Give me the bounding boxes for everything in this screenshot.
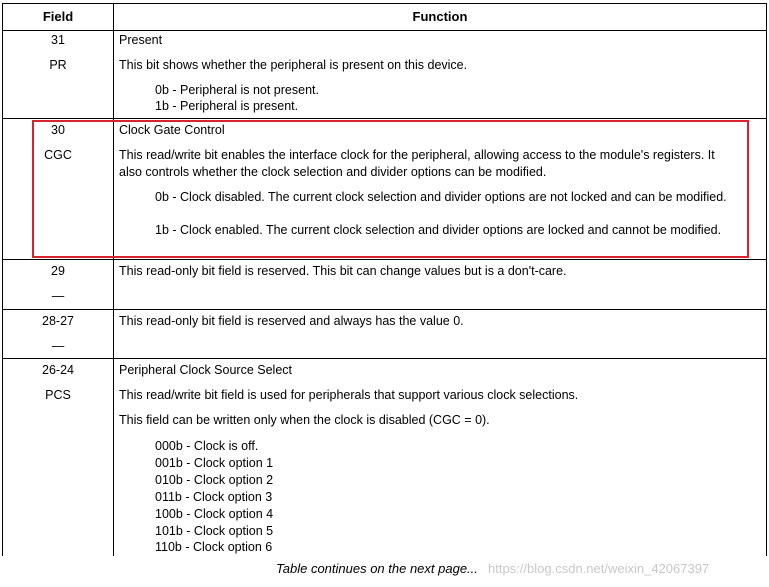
field-column-header: Field — [42, 9, 74, 24]
table-row — [3, 30, 766, 119]
field-name: — — [51, 289, 65, 303]
table-row — [3, 119, 766, 260]
field-description: This read-only bit field is reserved and always has the value 0. — [119, 314, 464, 328]
watermark: https://blog.csdn.net/weixin_42067397 — [488, 561, 710, 576]
value-option: 1b - Clock enabled. The current clock selection and divider options are locked and cannot be modified. — [155, 223, 722, 237]
table-row — [3, 310, 766, 359]
value-option: 101b - Clock option 5 — [155, 524, 274, 538]
bit-range: 29 — [51, 264, 65, 278]
bit-range: 28-27 — [42, 314, 74, 328]
value-option: 100b - Clock option 4 — [155, 507, 274, 521]
field-title: Peripheral Clock Source Select — [119, 363, 292, 377]
value-option: 010b - Clock option 2 — [155, 473, 274, 487]
bit-range: 31 — [51, 33, 65, 47]
field-title: Clock Gate Control — [119, 123, 225, 137]
column-divider — [113, 3, 114, 556]
field-description: This read/write bit enables the interface clock for the peripheral, allowing access to the module's registers. It also controls whether the clock selection and divider options can be modified. — [119, 148, 715, 179]
value-option: 001b - Clock option 1 — [155, 456, 274, 470]
field-description: This read-only bit field is reserved. This bit can change values but is a don't-care. — [119, 264, 567, 278]
field-name: PCS — [45, 388, 71, 402]
field-title: Present — [119, 33, 163, 47]
field-name: PR — [49, 58, 67, 72]
bit-range: 30 — [51, 123, 65, 137]
field-description: This bit shows whether the peripheral is present on this device. — [119, 58, 468, 72]
value-option: 011b - Clock option 3 — [155, 490, 273, 504]
table-row — [3, 359, 766, 556]
function-column-header: Function — [412, 9, 468, 24]
value-option: 000b - Clock is off. — [155, 439, 259, 453]
field-name: CGC — [44, 148, 72, 162]
field-description: This read/write bit field is used for peripherals that support various clock selections. — [119, 388, 579, 402]
value-option: 1b - Peripheral is present. — [155, 99, 299, 113]
table-row — [3, 260, 766, 310]
register-table — [2, 3, 767, 556]
field-name: — — [51, 339, 65, 353]
value-option: 110b - Clock option 6 — [155, 540, 273, 554]
field-description: This field can be written only when the clock is disabled (CGC = 0). — [119, 413, 490, 427]
value-option: 0b - Peripheral is not present. — [155, 83, 319, 97]
table-header — [3, 3, 766, 31]
value-option: 0b - Clock disabled. The current clock selection and divider options are not locked and can be modified. — [155, 190, 727, 204]
bit-range: 26-24 — [42, 363, 74, 377]
table-continues-note: Table continues on the next page... — [276, 561, 478, 576]
